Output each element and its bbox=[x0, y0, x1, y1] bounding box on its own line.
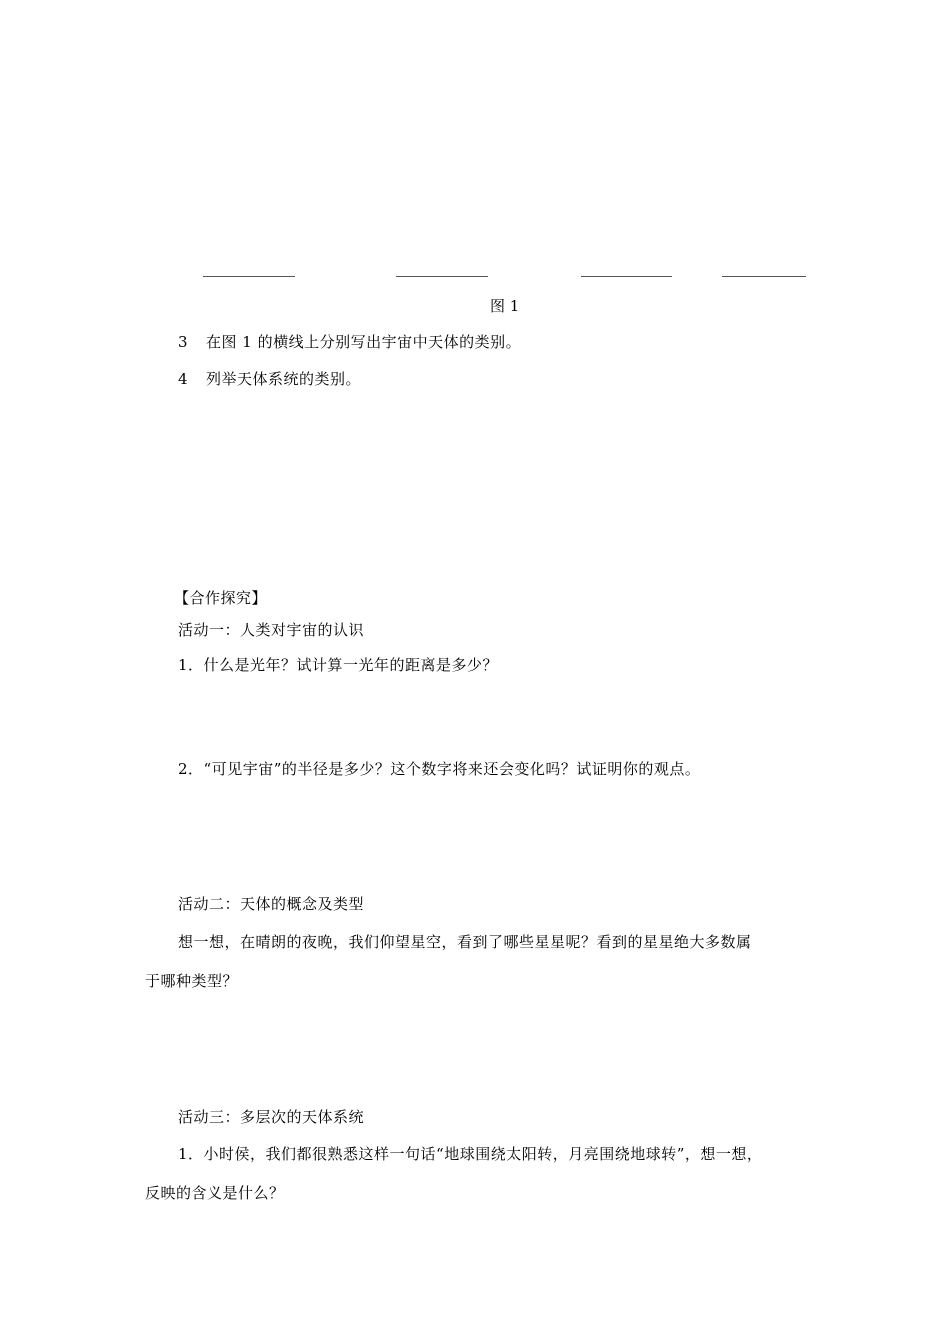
activity-1-question-1: 1．什么是光年？试计算一光年的距离是多少？ bbox=[178, 656, 499, 674]
question-3-number: 3 bbox=[178, 333, 189, 351]
figure-blank-line-3[interactable] bbox=[581, 276, 672, 277]
activity-3-question-1-line-2: 反映的含义是什么？ bbox=[145, 1184, 285, 1202]
figure-blank-line-2[interactable] bbox=[396, 276, 488, 277]
activity-3-title: 活动三：多层次的天体系统 bbox=[178, 1108, 365, 1126]
activity-2-title: 活动二：天体的概念及类型 bbox=[178, 895, 365, 913]
section-heading: 【合作探究】 bbox=[174, 589, 268, 607]
question-3-text: 在图 1 的横线上分别写出宇宙中天体的类别。 bbox=[206, 333, 522, 351]
activity-3-question-1-line-1: 1．小时侯，我们都很熟悉这样一句话“地球围绕太阳转，月亮围绕地球转”，想一想， bbox=[178, 1145, 763, 1163]
question-4-number: 4 bbox=[178, 370, 189, 388]
question-3 bbox=[178, 332, 521, 352]
activity-1-title: 活动一：人类对宇宙的认识 bbox=[178, 621, 365, 639]
activity-1-question-2: 2．“可见宇宙”的半径是多少？这个数字将来还会变化吗？试证明你的观点。 bbox=[178, 760, 701, 778]
activity-2-text-line-2: 于哪种类型？ bbox=[145, 972, 239, 990]
figure-blank-line-4[interactable] bbox=[722, 276, 806, 277]
figure-blank-line-1[interactable] bbox=[203, 276, 295, 277]
question-4 bbox=[178, 369, 361, 389]
activity-2-text-line-1: 想一想，在晴朗的夜晚，我们仰望星空，看到了哪些星星呢？看到的星星绝大多数属 bbox=[178, 933, 752, 951]
figure-caption: 图 1 bbox=[490, 297, 520, 315]
question-4-text: 列举天体系统的类别。 bbox=[206, 370, 362, 388]
